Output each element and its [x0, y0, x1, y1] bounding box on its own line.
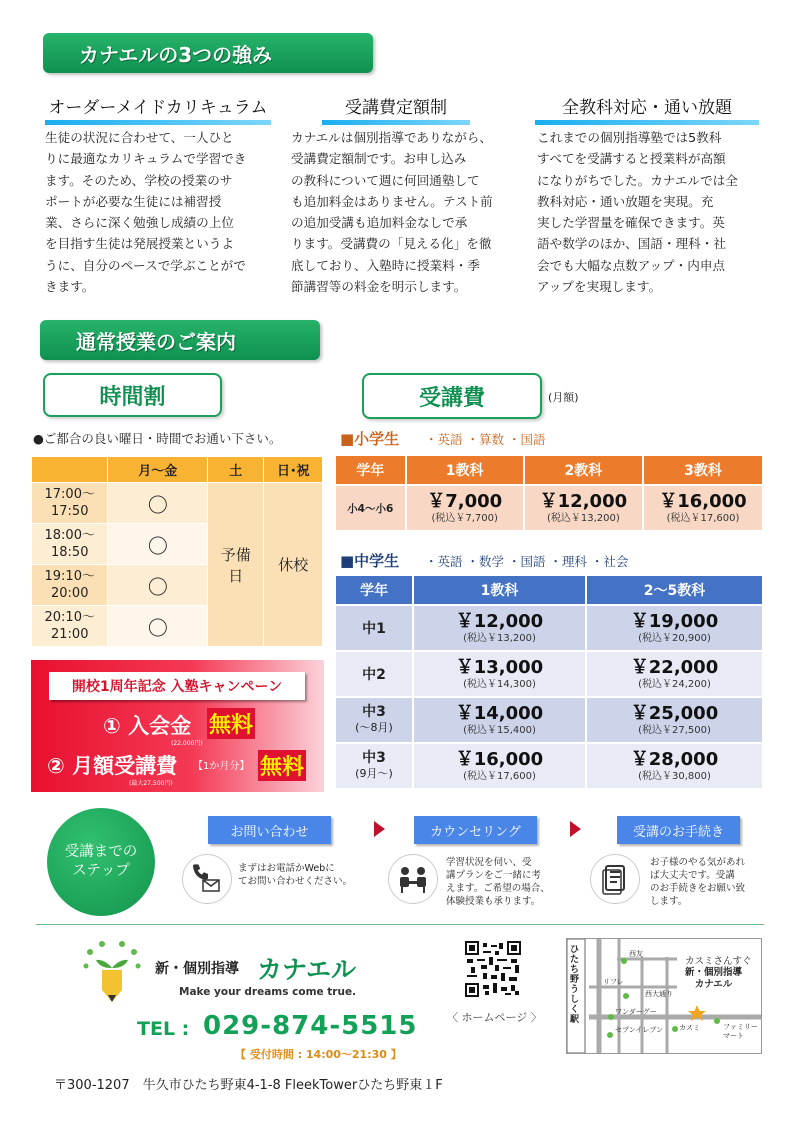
text-line: 受講費定額制です。お申し込み: [291, 151, 467, 167]
timetable-header-sat: 土: [208, 457, 264, 483]
qr-svg: [465, 941, 521, 997]
text-line: ります。受講費の「見える化」を徹: [291, 236, 492, 252]
address: 〒300-1207 牛久市ひたち野東4-1-8 FleekTowerひたち野東１F: [54, 1078, 443, 1093]
text-line: 業、さらに深く勉強し成績の上位: [45, 215, 234, 231]
text-line: すべてを受講すると授業料が高額: [537, 151, 726, 167]
fee-price: ￥28,000: [630, 748, 719, 770]
office-hours: 【 受付時間 : 14:00～21:30 】: [235, 1048, 402, 1061]
document-icon: [590, 854, 640, 904]
map-label: ファミリーマート: [723, 1023, 758, 1040]
fee-grade: [335, 697, 413, 743]
timetable-time: [32, 524, 108, 565]
text-line: の追加受講も追加料金なしで承: [291, 215, 468, 231]
fee-cell: [413, 605, 586, 651]
time-end: 18:50: [51, 545, 89, 560]
timetable-table: [31, 456, 323, 647]
elementary-fee-table: [334, 454, 764, 532]
fee-tax: (税込￥15,400): [463, 724, 536, 736]
step-inquiry-button[interactable]: お問い合わせ: [208, 816, 331, 844]
text-line: 実した学習量を確保できます。英: [537, 215, 725, 231]
fee-tax: (税込￥13,200): [463, 632, 536, 644]
fee-grade: [335, 743, 413, 789]
phone-mail-icon: [182, 854, 232, 904]
slogan: Make your dreams come true.: [179, 986, 357, 998]
map-label: セブンイレブン: [615, 1026, 664, 1034]
text-line: 会でも大幅な点数アップ・内申点: [537, 257, 726, 273]
text-line: を目指す生徒は発展授業というよ: [45, 236, 234, 252]
steps-circle: 受講までの ステップ: [47, 808, 155, 916]
text-line: ポートが必要な生徒には補習授: [45, 193, 222, 209]
tel-label: TEL :: [137, 1018, 190, 1040]
text-line: の教科について週に何回通塾して: [291, 172, 480, 188]
text-line: うに、自分のペースで学ぶことがで: [45, 257, 246, 273]
map-label: 西友: [629, 950, 643, 958]
fee-cell: [406, 485, 524, 531]
step-procedure-text: お子様のやる気があれ ば大丈夫です。受講 のお手続きをお願い致 します。: [650, 857, 746, 907]
time-end: 20:00: [51, 586, 89, 601]
map-shop: 新・個別指導 カナエル: [685, 967, 743, 990]
fee-header: 2～5教科: [586, 575, 763, 605]
fee-price: ￥14,000: [455, 702, 544, 724]
text-line: 底しており、入塾時に授業料・季: [291, 257, 480, 273]
timetable-mark: 〇: [108, 565, 208, 606]
fee-cell: [586, 651, 763, 697]
fee-header: 学年: [335, 455, 406, 485]
tel-number[interactable]: 029-874-5515: [203, 1011, 418, 1041]
fee-price: ￥12,000: [455, 610, 544, 632]
timetable-header-blank: [32, 457, 108, 483]
map-label: 西大通り: [645, 990, 673, 998]
fee-tax: (税込￥27,500): [638, 724, 711, 736]
fee-cell: [586, 697, 763, 743]
fee-tax: (税込￥14,300): [463, 678, 536, 690]
timetable-header-weekday: 月～金: [108, 457, 208, 483]
counseling-icon: [388, 854, 438, 904]
fee-price: ￥7,000: [427, 490, 503, 512]
qr-code-icon[interactable]: [465, 941, 521, 997]
map-label: カスミ: [679, 1024, 700, 1032]
fee-cell: [524, 485, 643, 531]
fee-grade: 中1: [335, 605, 413, 651]
map-label: ワンダーグー: [615, 1008, 657, 1016]
timetable-sat-cell: 予備 日: [208, 483, 264, 647]
fee-cell: [413, 651, 586, 697]
fee-tax: (税込￥24,200): [638, 678, 711, 690]
feature-title-3: [535, 93, 759, 125]
text-line: になりがちでした。カナエルでは全: [537, 172, 738, 188]
text-line: アップを実現します。: [537, 279, 662, 295]
text-line: ます。そのため、学校の授業のサ: [45, 172, 233, 188]
fee-tax: (税込￥17,600): [463, 770, 536, 782]
fee-tax: (税込￥20,900): [638, 632, 711, 644]
elementary-subjects: ・英語 ・算数 ・国語: [425, 432, 546, 447]
fee-price: ￥25,000: [630, 702, 719, 724]
timetable-mark: 〇: [108, 606, 208, 647]
grade-sub: (9月～): [355, 767, 393, 780]
text-line: 生徒の状況に合わせて、一人ひと: [45, 130, 234, 145]
feature-title-1-text: オーダーメイドカリキュラム: [48, 98, 268, 118]
map-label: リフレ: [603, 978, 624, 986]
step-inquiry-text: まずはお電話かWebに てお問い合わせください。: [238, 863, 353, 887]
fee-header: 学年: [335, 575, 413, 605]
feature-text-3: [537, 127, 761, 297]
campaign-item-1: ① 入会金: [103, 714, 192, 738]
logo-icon: [80, 938, 144, 1004]
fee-grade: 中2: [335, 651, 413, 697]
feature-title-2: [322, 93, 470, 125]
fee-tax: (税込￥30,800): [638, 770, 711, 782]
time-end: 21:00: [51, 627, 89, 642]
fees-title-note: (月額): [548, 391, 579, 404]
fee-cell: [586, 743, 763, 789]
text-line: これまでの個別指導塾では5教科: [537, 130, 722, 145]
campaign-item-2: ② 月額受講費: [47, 754, 178, 778]
fee-tax: (税込￥17,600): [666, 512, 740, 524]
fee-header: 2教科: [524, 455, 643, 485]
timetable-title: 時間割: [43, 373, 222, 417]
phone-mail-svg: [190, 862, 224, 896]
campaign-title: 開校1周年記念 入塾キャンペーン: [49, 672, 305, 700]
feature-text-2: [291, 127, 511, 297]
campaign-item-1-note: (22,000円): [171, 740, 203, 747]
elementary-label: ■小学生: [340, 430, 400, 448]
text-line: 語や数学のほか、国語・理科・社: [537, 236, 726, 252]
step-procedure-button[interactable]: 受講のお手続き: [617, 816, 740, 844]
divider: [36, 924, 764, 925]
regular-class-heading: 通常授業のご案内: [40, 320, 320, 360]
counseling-svg: [396, 862, 430, 896]
middle-fee-table: [334, 574, 764, 790]
fee-price: ￥19,000: [630, 610, 719, 632]
middle-label: ■中学生: [340, 552, 400, 570]
map-kasumi-note: カスミさんすぐ: [685, 956, 752, 967]
fee-cell: [413, 697, 586, 743]
timetable-sun-cell: 休校: [264, 483, 323, 647]
step-arrow-icon: [570, 821, 581, 837]
homepage-label[interactable]: 〈 ホームページ 〉: [447, 1011, 542, 1024]
grade-name: 中3: [362, 704, 386, 720]
fee-header: 1教科: [413, 575, 586, 605]
timetable-note: ●ご都合の良い曜日・時間でお通い下さい。: [33, 431, 282, 446]
campaign-item-2-note: (最大27,500円): [129, 780, 173, 787]
fee-price: ￥16,000: [659, 490, 747, 512]
fee-price: ￥12,000: [539, 490, 628, 512]
fee-price: ￥22,000: [630, 656, 719, 678]
fee-grade: 小4～小6: [335, 485, 406, 531]
feature-title-1: [45, 93, 271, 125]
text-line: 節講習等の料金を明示します。: [291, 279, 467, 295]
step-counseling-button[interactable]: カウンセリング: [414, 816, 537, 844]
fee-cell: [586, 605, 763, 651]
feature-title-2-text: 受講費定額制: [345, 98, 447, 118]
timetable-header-sun: 日･祝: [264, 457, 323, 483]
text-line: りに最適なカリキュラムで学習でき: [45, 151, 247, 167]
campaign-item-2-tag: 【1か月分】: [193, 761, 250, 772]
feature-title-3-text: 全教科対応・通い放題: [562, 98, 732, 118]
timetable-time: [32, 606, 108, 647]
fee-tax: (税込￥7,700): [431, 512, 498, 524]
grade-sub: (～8月): [355, 721, 393, 734]
timetable-mark: 〇: [108, 524, 208, 565]
fee-cell: [413, 743, 586, 789]
access-map: [566, 938, 762, 1054]
timetable-mark: 〇: [108, 483, 208, 524]
time-start: 18:00～: [44, 528, 95, 543]
step-arrow-icon: [374, 821, 385, 837]
time-start: 19:10～: [44, 569, 95, 584]
fee-header: 3教科: [643, 455, 763, 485]
timetable-time: [32, 565, 108, 606]
brand-name: カナエル: [257, 955, 357, 984]
fee-header: 1教科: [406, 455, 524, 485]
fee-cell: [643, 485, 763, 531]
logo-pencil-svg: [80, 938, 144, 1004]
fee-tax: (税込￥13,200): [546, 512, 620, 524]
text-line: 教科対応・通い放題を実現。充: [537, 193, 714, 209]
fees-title: 受講費: [362, 373, 542, 419]
fee-price: ￥16,000: [455, 748, 544, 770]
campaign-banner: [31, 660, 324, 792]
time-end: 17:50: [51, 504, 89, 519]
step-counseling-text: 学習状況を伺い、受 講プランをご一緒に考 えます。ご希望の場合、 体験授業も承ります。: [446, 857, 550, 907]
time-start: 20:10～: [44, 610, 95, 625]
text-line: も追加料金はありません。テスト前: [291, 193, 493, 209]
text-line: きます。: [45, 279, 95, 295]
time-start: 17:00～: [44, 487, 95, 502]
campaign-item-2-free: 無料: [258, 750, 306, 781]
map-station: ひたち野うしく駅: [570, 945, 580, 1025]
campaign-item-1-free: 無料: [207, 708, 255, 739]
feature-text-1: [45, 127, 277, 297]
grade-name: 中3: [362, 750, 386, 766]
strengths-heading: カナエルの3つの強み: [43, 33, 373, 73]
text-line: カナエルは個別指導でありながら、: [291, 130, 492, 145]
timetable-time: [32, 483, 108, 524]
brand-prefix: 新・個別指導: [155, 961, 239, 977]
document-svg: [598, 862, 632, 896]
middle-subjects: ・英語 ・数学 ・国語 ・理科 ・社会: [425, 554, 629, 569]
fee-price: ￥13,000: [455, 656, 544, 678]
